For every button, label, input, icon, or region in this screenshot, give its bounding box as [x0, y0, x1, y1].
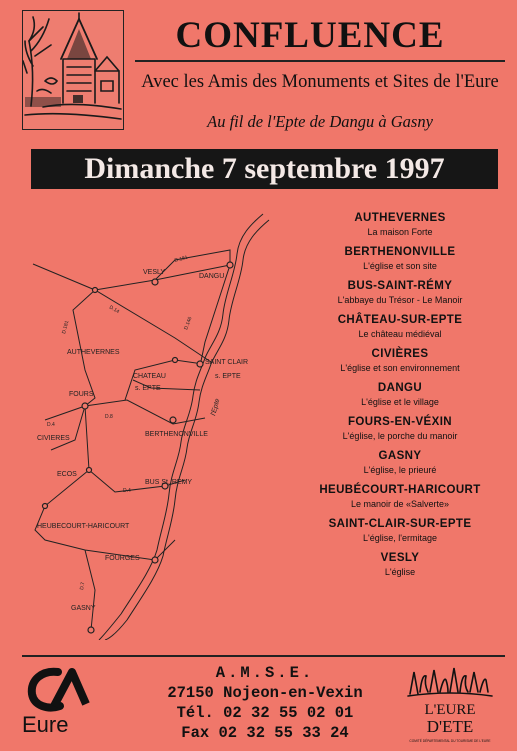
bank-label: Eure: [22, 712, 69, 737]
road-label-d8: D.8: [105, 414, 113, 420]
town-item: [310, 279, 490, 307]
town-name: GASNY: [378, 450, 422, 462]
map-label-dangu: DANGU: [199, 273, 225, 280]
town-description: Le château médiéval: [358, 329, 442, 339]
church-illustration: [22, 10, 124, 130]
map-label-chateau: CHATEAU: [133, 373, 166, 380]
road-label-d4b: D.4: [123, 488, 131, 494]
road-label-d7: D.7: [79, 581, 87, 591]
date-banner: Dimanche 7 septembre 1997: [31, 149, 498, 189]
town-description: La maison Forte: [367, 227, 433, 237]
town-description: L'église: [384, 567, 416, 577]
eure-ete-line2: D'ETE: [426, 717, 474, 736]
map-label-chateau-sub: s. EPTE: [135, 385, 161, 392]
town-description: L'église et le village: [361, 397, 439, 407]
contact-block: [130, 663, 400, 743]
road-label-d146: D.146: [183, 316, 194, 331]
page-title: CONFLUENCE: [175, 15, 445, 56]
road-label-d4a: D.4: [47, 422, 55, 428]
town-item: [310, 381, 490, 409]
map-label-heubecourt: HEUBECOURT-HARICOURT: [37, 523, 130, 530]
town-item: [310, 347, 490, 375]
town-item: [310, 449, 490, 477]
eure-ete-small: COMITÉ DÉPARTEMENTAL DU TOURISME DE L'EURE: [409, 739, 491, 743]
subtitle: Avec les Amis des Monuments et Sites de l'Eure: [141, 72, 499, 92]
org-name: A.M.S.E.: [215, 664, 315, 682]
eure-ete-logo: [400, 662, 500, 746]
town-item: [310, 551, 490, 579]
town-description: L'église et son environnement: [340, 363, 460, 373]
town-name: DANGU: [377, 382, 423, 394]
road-label-d14: D.14: [108, 304, 121, 316]
town-list: [310, 211, 490, 585]
road-label-d181b: D.181: [61, 320, 71, 335]
route-map: [25, 210, 270, 640]
map-label-gasny: GASNY: [71, 605, 96, 612]
map-label-berthenonville: BERTHENONVILLE: [145, 431, 208, 438]
town-item: [310, 245, 490, 273]
map-label-authevernes: AUTHEVERNES: [67, 349, 120, 356]
town-description: L'église, le prieuré: [363, 465, 437, 475]
map-label-civieres: CIVIERES: [37, 435, 70, 442]
town-name: CIVIÈRES: [371, 348, 429, 360]
town-name: BERTHENONVILLE: [344, 246, 456, 258]
org-phone: Tél. 02 32 55 02 01: [176, 704, 354, 722]
town-item: [310, 517, 490, 545]
town-description: L'église, l'ermitage: [363, 533, 437, 543]
map-label-ecos: ECOS: [57, 471, 77, 478]
town-name: SAINT-CLAIR-SUR-EPTE: [328, 518, 472, 530]
bank-logo-icon: [24, 666, 94, 714]
town-item: [310, 211, 490, 239]
org-fax: Fax 02 32 55 33 24: [181, 724, 349, 742]
town-description: L'église et son site: [363, 261, 437, 271]
town-name: FOURS-EN-VÉXIN: [348, 416, 452, 428]
road-label-d181a: D.181: [173, 254, 189, 264]
map-label-fourges: FOURGES: [105, 555, 140, 562]
map-label-bus: BUS St. REMY: [145, 479, 193, 486]
town-name: VESLY: [380, 552, 420, 564]
town-name: HEUBÉCOURT-HARICOURT: [319, 484, 481, 496]
map-label-saint-clair-sub: s. EPTE: [215, 373, 241, 380]
map-label-fours: FOURS: [69, 391, 94, 398]
map-label-river: l'Epte: [210, 397, 222, 417]
map-label-saint-clair: SAINT CLAIR: [205, 359, 249, 366]
town-item: [310, 415, 490, 443]
title-divider: [135, 60, 505, 62]
town-description: Le manoir de «Salverte»: [350, 499, 450, 509]
town-name: BUS-SAINT-RÉMY: [347, 280, 453, 292]
town-item: [310, 483, 490, 511]
town-name: AUTHEVERNES: [354, 212, 446, 224]
eure-ete-line1: L'EURE: [424, 702, 476, 718]
route-subtitle: Au fil de l'Epte de Dangu à Gasny: [207, 112, 433, 131]
town-item: [310, 313, 490, 341]
map-label-vesly: VESLY: [143, 269, 166, 276]
town-description: L'abbaye du Trésor - Le Manoir: [337, 295, 463, 305]
org-address: 27150 Nojeon-en-Vexin: [167, 684, 363, 702]
town-name: CHÂTEAU-SUR-EPTE: [337, 314, 463, 326]
footer-divider: [22, 655, 505, 657]
town-description: L'église, le porche du manoir: [342, 431, 458, 441]
